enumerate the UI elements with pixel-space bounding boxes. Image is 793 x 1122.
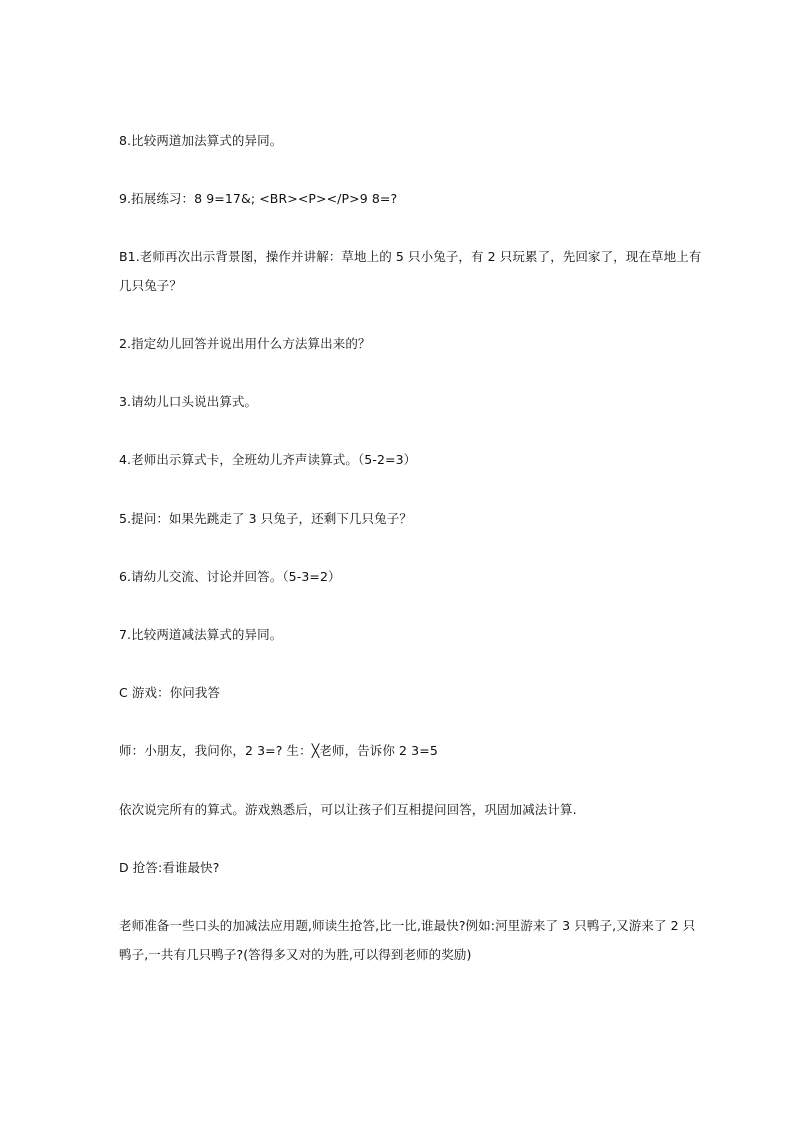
paragraph-item-8 <box>119 126 679 155</box>
paragraph-line: 6.请幼儿交流、讨论并回答。（5-3=2） <box>119 569 341 584</box>
paragraph-item-2 <box>119 329 679 358</box>
paragraph-line: 9.拓展练习：8 9=17&; <BR><P></P>9 8=? <box>119 191 398 206</box>
paragraph-item-3 <box>119 387 679 416</box>
paragraph-line: D 抢答:看谁最快? <box>119 860 220 875</box>
paragraph-line: 8.比较两道加法算式的异同。 <box>119 133 283 148</box>
paragraph-line: 4.老师出示算式卡，全班幼儿齐声读算式。（5-2=3） <box>119 452 417 467</box>
paragraph-line: 3.请幼儿口头说出算式。 <box>119 394 258 409</box>
paragraph-item-4 <box>119 445 679 474</box>
paragraph-b1 <box>119 242 702 300</box>
paragraph-line: 老师准备一些口头的加减法应用题,师读生抢答,比一比,谁最快?例如:河里游来了 3 只鸭子,又游来了 2 只 <box>119 918 696 933</box>
paragraph-line: 7.比较两道减法算式的异同。 <box>119 627 283 642</box>
paragraph-game-note <box>119 795 679 824</box>
paragraph-dialogue <box>119 736 679 765</box>
paragraph-item-7 <box>119 620 679 649</box>
paragraph-line: 2.指定幼儿回答并说出用什么方法算出来的？ <box>119 336 371 351</box>
paragraph-item-9 <box>119 184 679 213</box>
paragraph-item-5 <box>119 504 679 533</box>
paragraph-line: 依次说完所有的算式。游戏熟悉后，可以让孩子们互相提问回答，巩固加减法计算. <box>119 802 577 817</box>
paragraph-c-game <box>119 678 679 707</box>
paragraph-line: B1.老师再次出示背景图，操作并讲解：草地上的 5 只小兔子，有 2 只玩累了，先回家了，现在草地上有 <box>119 249 702 264</box>
paragraph-item-6 <box>119 562 679 591</box>
paragraph-line: 鸭子,一共有几只鸭子?(答得多又对的为胜,可以得到老师的奖励) <box>119 947 472 962</box>
paragraph-quiz-description <box>119 911 696 969</box>
paragraph-line: 几只兔子？ <box>119 278 183 293</box>
paragraph-d-quiz <box>119 853 679 882</box>
paragraph-line: 5.提问：如果先跳走了 3 只兔子，还剩下几只兔子？ <box>119 511 412 526</box>
paragraph-line: C 游戏：你问我答 <box>119 685 221 700</box>
paragraph-line: 师：小朋友，我问你，2 3=? 生：╳老师，告诉你 2 3=5 <box>119 743 438 758</box>
